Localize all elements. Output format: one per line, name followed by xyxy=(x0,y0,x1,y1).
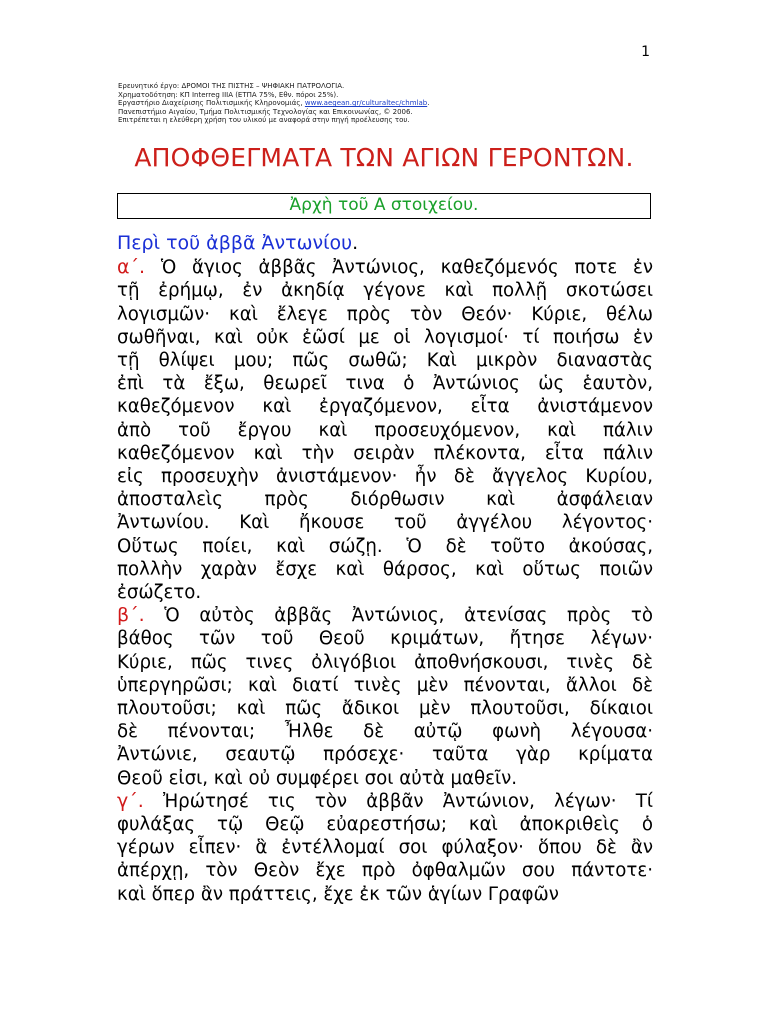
line-text: Ἀντώνιε, σεαυτῷ πρόσεχε· ταῦτα γὰρ κρίματα xyxy=(117,744,653,766)
subheading xyxy=(117,232,653,255)
document-title: ΑΠΟΦΘΕΓΜΑΤΑ ΤΩΝ ΑΓΙΩΝ ΓΕΡΟΝΤΩΝ. xyxy=(134,143,634,172)
credits-line: Επιτρέπεται η ελεύθερη χρήση του υλικού με αναφορά στην πηγή προέλευσης του. xyxy=(118,116,410,125)
line-text: ἀπέρχῃ, τὸν Θεὸν ἔχε πρὸ ὀφθαλμῶν σου πάντοτε· xyxy=(117,860,653,882)
text-line xyxy=(117,604,653,627)
line-text: Ὁ ἅγιος ἀββᾶς Ἀντώνιος, καθεζόμενός ποτε ἐν xyxy=(145,257,653,279)
body-text xyxy=(117,232,653,906)
text-line xyxy=(117,883,653,906)
text-line xyxy=(117,674,653,697)
text-line xyxy=(117,442,653,465)
apophthegm-paragraph xyxy=(117,256,653,604)
line-text: ὑπεργηρῶσι; καὶ διατί τινὲς μὲν πένονται, ἄλλοι δὲ xyxy=(117,674,653,696)
line-text: Ἠρώτησέ τις τὸν ἀββᾶν Ἀντώνιον, λέγων· Τί xyxy=(143,790,653,812)
text-line xyxy=(117,279,653,302)
text-line xyxy=(117,558,653,581)
text-line xyxy=(117,256,653,279)
line-text: τῇ ἐρήμῳ, ἐν ἀκηδίᾳ γέγονε καὶ πολλῇ σκοτώσει xyxy=(117,280,653,302)
line-text: ἀποσταλεὶς πρὸς διόρθωσιν καὶ ἀσφάλειαν xyxy=(117,489,653,511)
line-text: πολλὴν χαρὰν ἔσχε καὶ θάρσος, καὶ οὕτως ποιῶν xyxy=(117,558,653,580)
credits-line: Χρηματοδότηση: ΚΠ Interreg IIIA (ΕΤΠΑ 75%, Εθν. πόροι 25%). xyxy=(118,90,339,99)
line-text: σωθῆναι, καὶ οὐκ ἐῶσί με οἱ λογισμοί· τί ποιήσω ἐν xyxy=(117,326,653,348)
apophthegm-paragraph xyxy=(117,604,653,790)
line-text: Κύριε, πῶς τινες ὀλιγόβιοι ἀποθνήσκουσι, τινὲς δὲ xyxy=(117,651,653,673)
credits-line: Ερευνητικό έργο: ΔΡΟΜΟΙ ΤΗΣ ΠΙΣΤΗΣ – ΨΗΦΙΑΚΗ ΠΑΤΡΟΛΟΓΙΑ. xyxy=(118,82,345,90)
text-line xyxy=(117,743,653,766)
text-line xyxy=(117,488,653,511)
apophthegm-paragraph xyxy=(117,790,653,906)
credits-line: Πανεπιστήμιο Αιγαίου, Τμήμα Πολιτισμικής Τεχνολογίας και Επικοινωνίας, © 2006. xyxy=(118,107,413,116)
text-line xyxy=(117,767,653,790)
line-text: Οὕτως ποίει, καὶ σώζῃ. Ὁ δὲ τοῦτο ἀκούσας, xyxy=(117,535,653,557)
text-line xyxy=(117,326,653,349)
text-line xyxy=(117,720,653,743)
page-number: 1 xyxy=(641,44,650,60)
line-text: Θεοῦ εἰσι, καὶ οὐ συμφέρει σοι αὐτὰ μαθεῖν. xyxy=(117,767,518,789)
text-line xyxy=(117,836,653,859)
credits-text: Εργαστήριο Διαχείρισης Πολιτισμικής Κληρονομιάς, xyxy=(118,99,305,108)
line-text: βάθος τῶν τοῦ Θεοῦ κριμάτων, ἤτησε λέγων· xyxy=(117,628,653,650)
line-text: καθεζόμενον καὶ ἐργαζόμενον, εἶτα ἀνιστάμενον xyxy=(117,396,653,418)
apophthegm-number: α΄. xyxy=(117,256,146,279)
text-line xyxy=(117,535,653,558)
line-text: τῇ θλίψει μου; πῶς σωθῶ; Καὶ μικρὸν διαναστὰς xyxy=(117,350,653,372)
text-line xyxy=(117,395,653,418)
subheading-text: Περὶ τοῦ ἀββᾶ Ἀντωνίου xyxy=(117,232,353,254)
line-text: Ἀντωνίου. Καὶ ἤκουσε τοῦ ἀγγέλου λέγοντος· xyxy=(117,512,653,534)
text-line xyxy=(117,859,653,882)
apophthegm-list xyxy=(117,256,653,906)
line-text: φυλάξας τῷ Θεῷ εὐαρεστήσω; καὶ ἀποκριθεὶς ὁ xyxy=(117,814,653,836)
line-text: ἐσώζετο. xyxy=(117,582,202,604)
text-line xyxy=(117,303,653,326)
text-line xyxy=(117,651,653,674)
text-line xyxy=(117,581,653,604)
section-heading: Ἀρχὴ τοῦ Α στοιχείου. xyxy=(289,195,479,215)
apophthegm-number: γ΄. xyxy=(117,789,144,812)
line-text: λογισμῶν· καὶ ἔλεγε πρὸς τὸν Θεόν· Κύριε, θέλω xyxy=(117,303,653,325)
line-text: γέρων εἶπεν· ἃ ἐντέλλομαί σοι φύλαξον· ὅπου δὲ ἂν xyxy=(117,837,653,859)
text-line xyxy=(117,349,653,372)
text-line xyxy=(117,813,653,836)
text-line xyxy=(117,419,653,442)
line-text: ἐπὶ τὰ ἔξω, θεωρεῖ τινα ὁ Ἀντώνιος ὡς ἑαυτὸν, xyxy=(117,373,653,395)
line-text: καὶ ὅπερ ἂν πράττεις, ἔχε ἐκ τῶν ἁγίων Γραφῶν xyxy=(117,883,559,905)
line-text: καθεζόμενον καὶ τὴν σειρὰν πλέκοντα, εἶτα πάλιν xyxy=(117,442,653,464)
line-text: εἰς προσευχὴν ἀνιστάμενον· ἦν δὲ ἄγγελος Κυρίου, xyxy=(117,466,653,488)
text-line xyxy=(117,511,653,534)
subheading-dot: . xyxy=(352,232,359,254)
text-line xyxy=(117,372,653,395)
credits-line xyxy=(118,99,678,108)
line-text: Ὁ αὐτὸς ἀββᾶς Ἀντώνιος, ἀτενίσας πρὸς τὸ xyxy=(144,605,653,627)
line-text: πλουτοῦσι; καὶ πῶς ἄδικοι μὲν πλουτοῦσι, δίκαιοι xyxy=(117,698,653,720)
lab-website-link[interactable]: www.aegean.gr/culturaltec/chmlab xyxy=(304,99,428,108)
credits-text: . xyxy=(427,99,430,108)
line-text: ἀπὸ τοῦ ἔργου καὶ προσευχόμενον, καὶ πάλιν xyxy=(117,419,653,441)
text-line xyxy=(117,697,653,720)
text-line xyxy=(117,627,653,650)
text-line xyxy=(117,465,653,488)
text-line xyxy=(117,790,653,813)
section-heading-box xyxy=(117,193,651,219)
apophthegm-number: β΄. xyxy=(117,604,145,627)
line-text: δὲ πένονται; Ἦλθε δὲ αὐτῷ φωνὴ λέγουσα· xyxy=(117,721,653,743)
credits-block xyxy=(118,82,678,125)
